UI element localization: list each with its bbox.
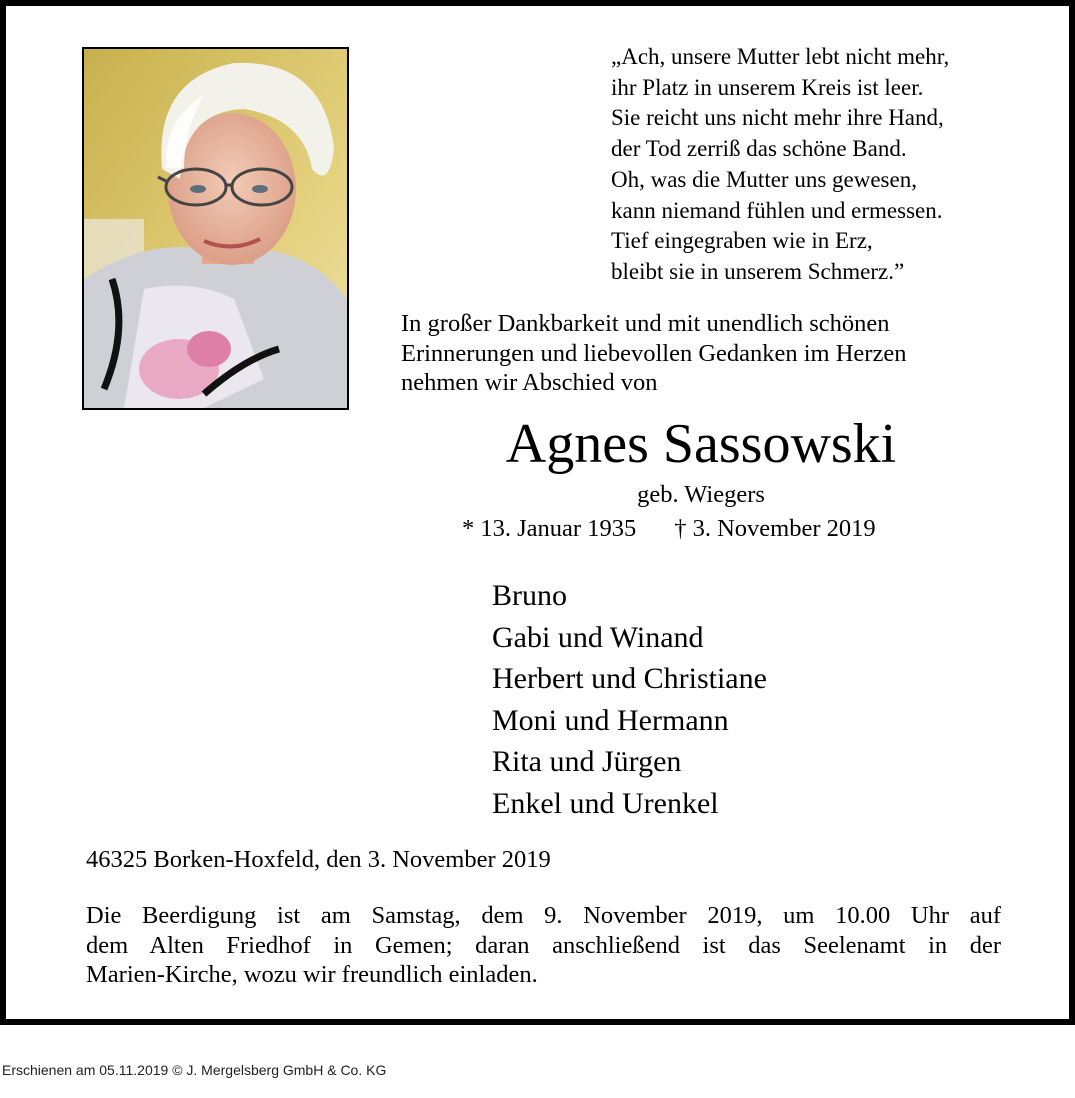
poem-line: ihr Platz in unserem Kreis ist leer. [611, 74, 924, 100]
family-member: Herbert und Christiane [492, 662, 767, 696]
intro-line: In großer Dankbarkeit und mit unendlich schönen [401, 310, 890, 337]
life-dates [462, 514, 876, 544]
poem-line: „Ach, unsere Mutter lebt nicht mehr, [611, 44, 950, 69]
poem-line: kann niemand fühlen und ermessen. [611, 197, 943, 223]
family-member: Enkel und Urenkel [492, 786, 719, 820]
intro-line: nehmen wir Abschied von [401, 369, 658, 396]
portrait-illustration [84, 49, 347, 408]
funeral-line: Die Beerdigung ist am Samstag, dem 9. November 2019, um 10.00 Uhr auf [86, 902, 1001, 929]
family-member: Bruno [492, 579, 567, 612]
intro-text [401, 309, 1021, 398]
funeral-info [86, 901, 1001, 990]
death-date: † 3. November 2019 [674, 515, 876, 542]
family-member: Rita und Jürgen [492, 745, 682, 779]
funeral-line: Marien-Kirche, wozu wir freundlich einladen. [86, 961, 538, 988]
poem-line: der Tod zerriß das schöne Band. [611, 136, 907, 162]
deceased-name: Agnes Sassowski [505, 413, 897, 475]
poem-line: bleibt sie in unserem Schmerz.” [611, 258, 905, 284]
intro-line: Erinnerungen und liebevollen Gedanken im Herzen [401, 339, 907, 367]
portrait-photo [82, 47, 349, 410]
funeral-line: dem Alten Friedhof in Gemen; daran anschließend ist das Seelenamt in der [86, 931, 1001, 959]
birth-date: * 13. Januar 1935 [462, 515, 637, 542]
poem-line: Oh, was die Mutter uns gewesen, [611, 166, 917, 192]
family-list [492, 575, 767, 825]
poem-line: Sie reicht uns nicht mehr ihre Hand, [611, 105, 944, 131]
poem [611, 42, 1031, 288]
family-member: Moni und Hermann [492, 703, 729, 737]
publication-footer: Erschienen am 05.11.2019 © J. Mergelsberg GmbH & Co. KG [2, 1062, 387, 1078]
family-member: Gabi und Winand [492, 620, 704, 654]
maiden-name: geb. Wiegers [637, 481, 765, 508]
poem-line: Tief eingegraben wie in Erz, [611, 228, 873, 254]
place-date: 46325 Borken-Hoxfeld, den 3. November 2019 [86, 846, 551, 873]
